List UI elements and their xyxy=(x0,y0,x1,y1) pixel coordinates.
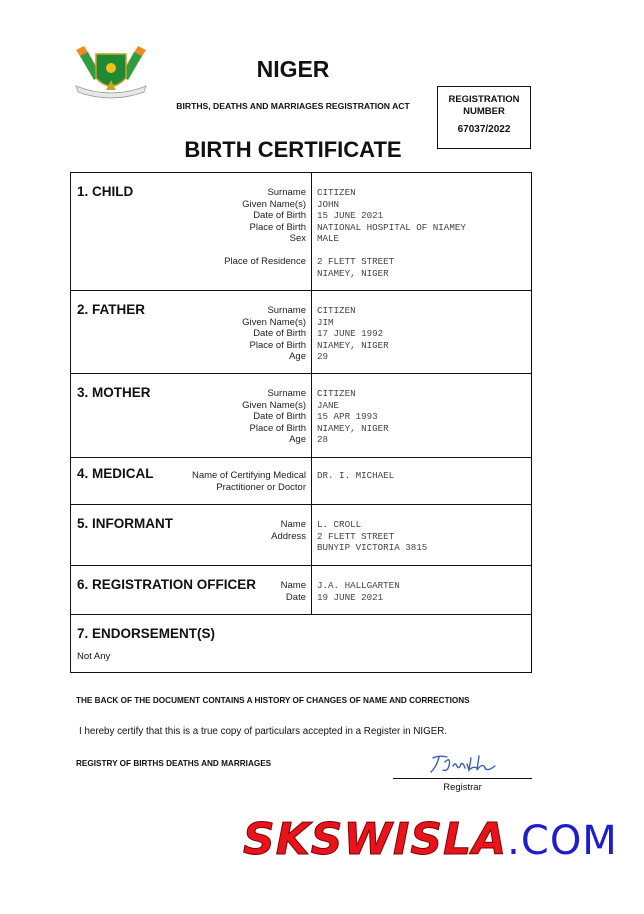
registrar-signature xyxy=(425,752,505,776)
field-value: 2 FLETT STREET xyxy=(317,255,395,267)
registration-number: 67037/2022 xyxy=(457,124,511,135)
column-divider xyxy=(311,374,312,457)
section-title: 6. REGISTRATION OFFICER xyxy=(77,577,257,592)
section-medical xyxy=(71,458,531,505)
field-value: MALE xyxy=(317,233,340,245)
field-value: JIM xyxy=(317,316,334,328)
column-divider xyxy=(311,458,312,504)
field-value: 2 FLETT STREET xyxy=(317,530,395,542)
section-title: 5. INFORMANT xyxy=(77,516,173,531)
column-divider xyxy=(311,566,312,614)
field-label: Practitioner or Doctor xyxy=(216,481,306,493)
field-label: Given Name(s) xyxy=(242,316,306,328)
field-label: Age xyxy=(289,434,306,446)
field-value: 19 JUNE 2021 xyxy=(317,591,384,603)
field-values xyxy=(317,187,466,279)
field-label: Surname xyxy=(267,187,306,198)
section-title: 2. FATHER xyxy=(77,302,146,317)
field-labels xyxy=(224,187,306,268)
section-title: 1. CHILD xyxy=(77,184,134,199)
section-endorsements xyxy=(71,615,531,673)
field-labels xyxy=(192,470,306,493)
field-values xyxy=(317,519,427,554)
registration-number-box xyxy=(437,86,531,149)
field-value: CITIZEN xyxy=(317,388,356,399)
field-label: Name of Certifying Medical xyxy=(191,470,306,481)
field-label: Surname xyxy=(267,388,306,399)
field-labels xyxy=(242,305,306,363)
field-value: JOHN xyxy=(317,198,340,210)
field-value: BUNYIP VICTORIA 3815 xyxy=(317,542,428,554)
certificate-table xyxy=(70,172,532,673)
field-value: NIAMEY, NIGER xyxy=(317,422,389,434)
field-value: J.A. HALLGARTEN xyxy=(317,580,400,591)
section-title: 3. MOTHER xyxy=(77,385,151,400)
section-registration-officer xyxy=(71,566,531,615)
field-values xyxy=(317,388,389,446)
field-label: Given Name(s) xyxy=(242,399,306,411)
watermark-red-text: SKSWISLA xyxy=(243,814,508,865)
registry-name: REGISTRY OF BIRTHS DEATHS AND MARRIAGES xyxy=(76,759,272,768)
registration-act: BIRTHS, DEATHS AND MARRIAGES REGISTRATION ACT xyxy=(176,101,410,111)
field-label: Date xyxy=(285,591,306,603)
section-mother xyxy=(71,374,531,458)
field-label: Date of Birth xyxy=(253,328,306,340)
field-label: Given Name(s) xyxy=(242,198,306,210)
section-father xyxy=(71,291,531,374)
section-informant xyxy=(71,505,531,566)
document-title: BIRTH CERTIFICATE xyxy=(184,137,402,162)
field-value: JANE xyxy=(317,399,340,411)
section-child xyxy=(71,173,531,291)
section-title: 7. ENDORSEMENT(S) xyxy=(77,626,216,641)
field-value: NIAMEY, NIGER xyxy=(317,339,389,351)
field-label: Surname xyxy=(267,305,306,316)
field-labels xyxy=(281,580,306,603)
field-labels xyxy=(271,519,306,542)
field-label: Place of Residence xyxy=(224,255,306,267)
field-value: NIAMEY, NIGER xyxy=(317,267,389,279)
field-label: Place of Birth xyxy=(249,422,306,434)
field-value: CITIZEN xyxy=(317,305,356,316)
field-label: Date of Birth xyxy=(253,411,306,423)
registrar-label: Registrar xyxy=(443,782,482,793)
field-value: 28 xyxy=(317,434,329,446)
signature-line xyxy=(393,778,532,779)
field-value: 29 xyxy=(317,351,329,363)
field-value: NATIONAL HOSPITAL OF NIAMEY xyxy=(317,221,466,233)
field-value: CITIZEN xyxy=(317,187,356,198)
field-value: 15 JUNE 2021 xyxy=(317,210,384,222)
field-values xyxy=(317,470,394,482)
column-divider xyxy=(311,505,312,565)
column-divider xyxy=(311,173,312,290)
field-label: Name xyxy=(280,519,306,530)
field-label: Place of Birth xyxy=(249,339,306,351)
column-divider xyxy=(311,291,312,373)
watermark-blue-text: .COM xyxy=(507,818,618,864)
section-title: 4. MEDICAL xyxy=(77,466,154,481)
field-value: 15 APR 1993 xyxy=(317,411,378,423)
certification-statement: I hereby certify that this is a true copy of particulars accepted in a Register in NIGER. xyxy=(79,726,448,737)
field-label: Date of Birth xyxy=(253,210,306,222)
field-label: Place of Birth xyxy=(249,221,306,233)
registration-label: NUMBER xyxy=(463,106,505,117)
field-value: DR. I. MICHAEL xyxy=(317,470,395,481)
field-label: Name xyxy=(280,580,306,591)
registration-label: REGISTRATION xyxy=(448,94,520,105)
watermark xyxy=(243,814,618,865)
field-values xyxy=(317,305,389,363)
field-value: 17 JUNE 1992 xyxy=(317,328,384,340)
country-name: NIGER xyxy=(256,56,330,82)
endorsement-value: Not Any xyxy=(77,651,111,662)
back-of-document-note: THE BACK OF THE DOCUMENT CONTAINS A HISTORY OF CHANGES OF NAME AND CORRECTIONS xyxy=(76,696,470,705)
field-label: Age xyxy=(289,351,306,363)
field-value: L. CROLL xyxy=(317,519,362,530)
field-values xyxy=(317,580,400,603)
field-labels xyxy=(242,388,306,446)
field-label: Sex xyxy=(289,233,306,245)
field-label: Address xyxy=(271,530,306,542)
niger-coat-of-arms-icon xyxy=(70,42,152,102)
